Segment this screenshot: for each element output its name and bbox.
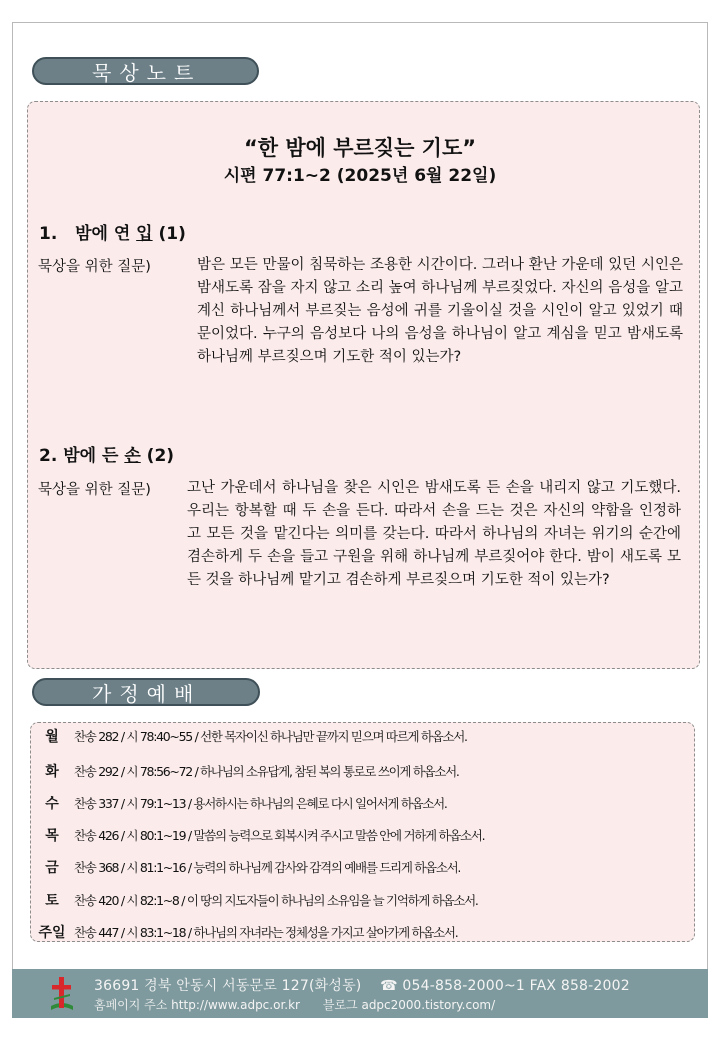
worship-text: 찬송 292 / 시 78:56~72 / 하나님의 소유답게, 참된 복의 통로로 쓰이게 하옵소서. <box>74 764 459 779</box>
worship-day: 월 <box>45 729 59 745</box>
section-2-heading-underlined: 손 <box>124 446 141 466</box>
footer-contact-line <box>94 975 630 995</box>
section-2-heading-suffix: (2) <box>140 446 175 466</box>
meditation-scripture: 시편 77:1~2 (2025년 6월 22일) <box>223 166 497 186</box>
worship-row <box>30 761 459 781</box>
footer-homepage[interactable]: 홈페이지 주소 http://www.adpc.or.kr <box>94 998 300 1012</box>
footer-phone: ☎ 054-858-2000~1 <box>380 978 525 994</box>
worship-row <box>30 857 460 877</box>
section-2-heading-prefix: 밤에 든 <box>63 446 125 466</box>
footer-web-line <box>94 996 495 1013</box>
section-1-heading <box>39 219 186 244</box>
worship-day: 수 <box>45 796 59 812</box>
worship-text: 찬송 426 / 시 80:1~19 / 말씀의 능력으로 회복시켜 주시고 말씀 안에 거하게 하옵소서. <box>74 828 485 843</box>
worship-day: 금 <box>45 860 59 876</box>
worship-text: 찬송 420 / 시 82:1~8 / 이 땅의 지도자들이 하나님의 소유임을 늘 기억하게 하옵소서. <box>74 893 478 908</box>
section-2-heading <box>39 441 174 466</box>
church-cross-logo-icon <box>47 974 77 1014</box>
family-worship-header: 가정예배 <box>32 678 260 706</box>
worship-day: 목 <box>45 828 59 844</box>
meditation-title: “한 밤에 부르짖는 기도” <box>243 136 477 160</box>
worship-row <box>30 890 478 910</box>
footer-address: 36691 경북 안동시 서동문로 127(화성동) <box>94 978 362 994</box>
worship-row <box>30 726 467 746</box>
footer-fax: FAX 858-2002 <box>529 978 630 994</box>
section-1-heading-suffix: (1) <box>152 224 186 244</box>
section-2-label: 묵상을 위한 질문) <box>38 482 151 498</box>
worship-day: 주일 <box>38 925 66 941</box>
worship-text: 찬송 447 / 시 83:1~18 / 하나님의 자녀라는 정체성을 가지고 살아가게 하옵소서. <box>74 925 458 940</box>
worship-row <box>30 825 484 845</box>
section-1-number: 1. <box>39 224 58 244</box>
section-1-text: 밤은 모든 만물이 침묵하는 조용한 시간이다. 그러나 환난 가운데 있던 시인은 밤새도록 잠을 자지 않고 소리 높여 하나님께 부르짖었다. 자신의 음성을 알고 계신 하나님께서 부르짖는 음성에 귀를 기울이실 것을 시인이 알고 있었기 때문이었다. 누구의 음성보다 나의 음성을 하나님이 알고 계심을 믿고 밤새도록 하나님께 부르짖으며 기도한 적이 있는가? <box>197 257 683 365</box>
section-1-heading-prefix: 밤에 연 <box>75 224 137 244</box>
worship-text: 찬송 337 / 시 79:1~13 / 용서하시는 하나님의 은혜로 다시 일어서게 하옵소서. <box>74 796 447 811</box>
section-1-label: 묵상을 위한 질문) <box>38 259 151 275</box>
worship-day: 토 <box>45 893 59 909</box>
worship-day: 화 <box>45 764 59 780</box>
section-2-number: 2. <box>39 446 58 466</box>
footer-blog[interactable]: 블로그 adpc2000.tistory.com/ <box>322 998 496 1012</box>
worship-row <box>30 922 457 942</box>
section-2-text: 고난 가운데서 하나님을 찾은 시인은 밤새도록 든 손을 내리지 않고 기도했다. 우리는 항복할 때 두 손을 든다. 따라서 손을 드는 것은 자신의 약함을 인정하고 모든 것을 맡긴다는 의미를 갖는다. 따라서 하나님의 자녀는 위기의 순간에 겸손하게 두 손을 들고 구원을 위해 하나님께 부르짖어야 한다. 밤이 새도록 모든 것을 하나님께 맡기고 겸손하게 부르짖으며 기도한 적이 있는가? <box>187 480 681 588</box>
worship-text: 찬송 368 / 시 81:1~16 / 능력의 하나님께 감사와 감격의 예배를 드리게 하옵소서. <box>74 860 461 875</box>
meditation-header: 묵상노트 <box>32 57 259 85</box>
section-1-heading-underlined: 입 <box>136 224 153 244</box>
worship-row <box>30 793 447 813</box>
worship-text: 찬송 282 / 시 78:40~55 / 선한 목자이신 하나님만 끝까지 믿으며 따르게 하옵소서. <box>74 729 467 744</box>
